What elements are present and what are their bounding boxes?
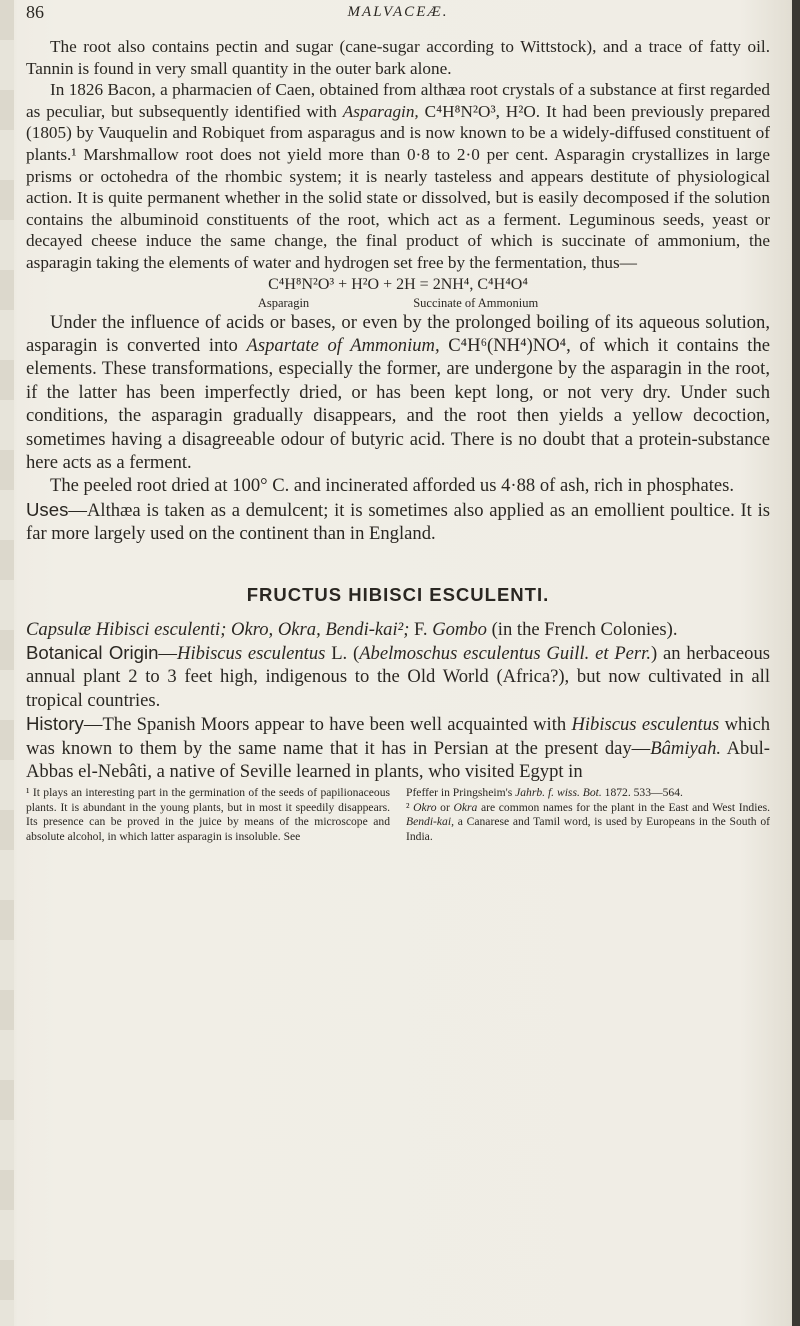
synonyms-plain: F. <box>409 618 433 640</box>
synonyms-gombo: Gombo <box>432 618 487 640</box>
running-title: MALVACEÆ. <box>347 4 449 20</box>
equation-labels <box>26 295 770 311</box>
history-species: Hibiscus esculentus <box>571 714 720 736</box>
footnote-1-end: 1872. 533—564. <box>601 786 683 800</box>
footnote-1-continued <box>406 786 770 800</box>
footnote-2-mark: ² <box>406 800 414 814</box>
paragraph-synonyms <box>26 618 770 641</box>
botanical-dash: — <box>158 643 178 664</box>
botanical-species: Hibiscus esculentus <box>177 643 326 664</box>
botanical-text: ) an herbaceous annual plant 2 to 3 feet high, indigenous to the Old World (Africa?), but now cultivated in all tropical countries. <box>26 643 770 711</box>
aspartate-term: Aspartate of Ammonium, <box>246 334 440 356</box>
footnote-2-or: or <box>436 800 454 814</box>
asparagin-term: Asparagin, <box>342 101 419 121</box>
chemical-equation: C⁴H⁸N²O³ + H²O + 2H = 2NH⁴, C⁴H⁴O⁴ <box>268 275 528 293</box>
page-left-edge <box>0 0 14 1326</box>
label-succinate: Succinate of Ammonium <box>413 295 539 310</box>
history-text-3: Abul-Abbas el-Nebâti, a native of Seville learned in plants, who visited Egypt in <box>26 737 770 783</box>
paragraph-botanical-origin <box>26 641 770 712</box>
botanical-synonym: Abelmoschus esculentus Guill. et Perr. <box>359 643 651 664</box>
footnote-2-okro: Okro <box>413 800 437 814</box>
paragraph-influence <box>26 311 770 475</box>
paragraph-uses <box>26 498 770 546</box>
footnote-1-journal: Jahrb. f. wiss. Bot. <box>515 786 602 800</box>
footnote-1: ¹ It plays an interesting part in the germination of the seeds of papilionaceous plants. It is abundant in the young plants, but in most it speedily disappears. Its presence can be proved in the juice by means of the microscope and absolute alcohol, in which latter asparagin is insoluble. See <box>26 786 390 843</box>
uses-text: —Althæa is taken as a demulcent; it is sometimes also applied as an emollient poultice. It is far more largely used on the continent than in England. <box>26 499 770 545</box>
synonyms-plain-2: (in the French Colonies). <box>486 618 678 640</box>
history-text-2: which was known to them by the same name that it has in Persian at the present day— <box>26 714 771 759</box>
footnote-column-2 <box>406 786 770 844</box>
influence-text-1: Under the influence of acids or bases, or even by the prolonged boiling of its aqueous solution, asparagin is converted into <box>26 311 770 356</box>
uses-lead: Uses <box>26 498 69 520</box>
footnote-2-okra: Okra <box>453 800 478 814</box>
paragraph-tannin: The root also contains pectin and sugar (cane-sugar according to Wittstock), and a trace of fatty oil. Tannin is found in very small quantity in the outer bark alone. <box>26 37 770 78</box>
paragraph-bacon <box>26 79 770 273</box>
footnote-2 <box>406 801 770 844</box>
label-asparagin: Asparagin <box>257 295 310 310</box>
footnote-2-bendi: Bendi-kai, <box>406 815 454 829</box>
footnote-2-end: a Canarese and Tamil word, is used by Europeans in the South of India. <box>406 815 770 843</box>
footnote-1-cont-text: Pfeffer in Pringsheim's <box>406 786 516 800</box>
page-right-edge <box>792 0 800 1326</box>
asparagin-formula: C⁴H⁸N²O³, H²O. <box>418 101 541 121</box>
footnote-2-text: are common names for the plant in the East and West Indies. <box>477 800 770 814</box>
footnotes <box>26 786 770 844</box>
botanical-author: L. ( <box>325 643 360 664</box>
influence-text-2: C⁴H⁶(NH⁴)NO⁴, of which it contains the elements. These transformations, especially the former, are undergone by the asparagin in the root, if the latter has been imperfectly dried, or has been kept long, or not very dry. Under such conditions, the asparagin gradually disappears, and the root then yields a yellow decoction, sometimes having a disagreeable odour of butyric acid. There is no doubt that a protein-substance here acts as a ferment. <box>26 334 770 473</box>
paragraph-history <box>26 712 770 783</box>
synonyms-italic: Capsulæ Hibisci esculenti; Okro, Okra, Bendi-kai²; <box>26 618 410 640</box>
botanical-lead: Botanical Origin <box>26 642 159 663</box>
history-lead: History <box>26 713 84 735</box>
page-number: 86 <box>26 2 44 22</box>
history-text-1: —The Spanish Moors appear to have been well acquainted with <box>83 714 572 736</box>
bacon-text-1: In 1826 Bacon, a pharmacien of Caen, obtained from althæa root crystals of a substance at first regarded as peculiar, but subsequently identified with <box>26 80 770 121</box>
paragraph-ash: The peeled root dried at 100° C. and incinerated afforded us 4·88 of ash, rich in phosphates. <box>50 475 735 497</box>
running-head <box>26 0 770 36</box>
section-heading: FRUCTUS HIBISCI ESCULENTI. <box>246 583 550 605</box>
history-persian: Bâmiyah. <box>650 737 722 759</box>
bacon-text-2: It had been previously prepared (1805) by Vauquelin and Robiquet from asparagus and is now known to be a widely-diffused constituent of plants.¹ Marshmallow root does not yield more than 0·8 to 2·0 per cent. Asparagin crystallizes in large prisms or octohedra of the rhombic system; it is nearly tasteless and appears destitute of physiological action. It is quite permanent whether in the solid state or dissolved, but is easily decomposed if the solution contains the albuminoid constituents of the root, which act as a ferment. Leguminous seeds, yeast or decayed cheese induce the same change, the final product of which is succinate of ammonium, the asparagin taking the elements of water and hydrogen set free by the fermentation, thus— <box>26 101 771 272</box>
